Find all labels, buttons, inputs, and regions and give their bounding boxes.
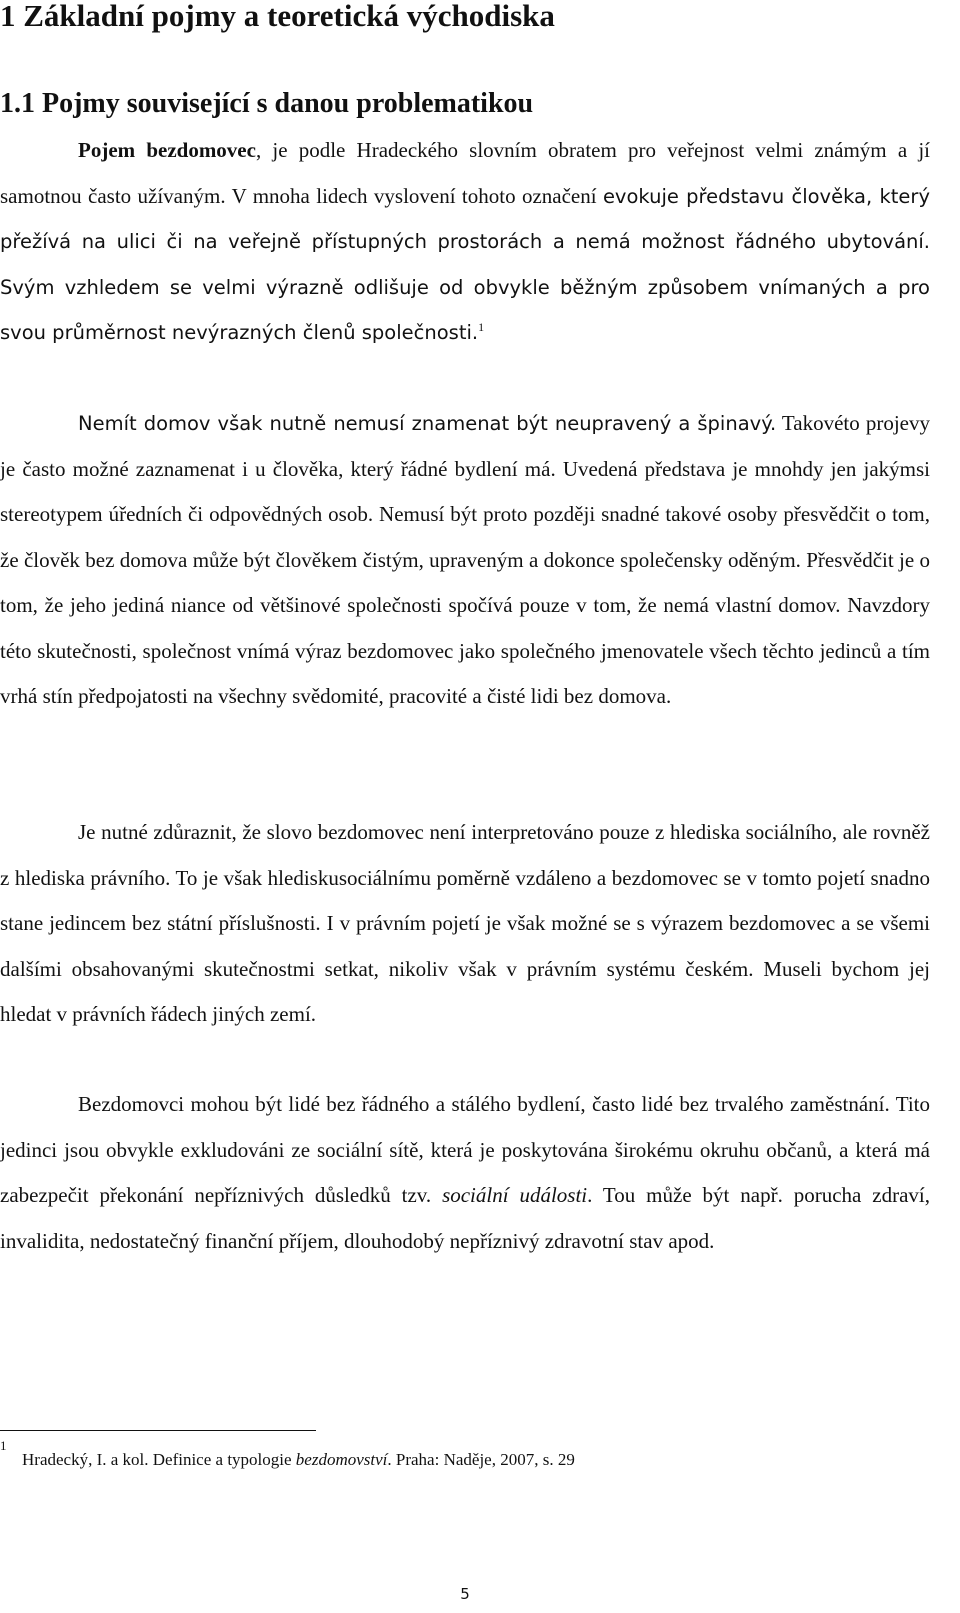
page-number: 5 bbox=[460, 1585, 470, 1603]
footnote-reference[interactable]: 1 bbox=[478, 320, 485, 334]
section-heading: 1.1 Pojmy související s danou problematikou bbox=[0, 88, 534, 119]
footnote-italic: bezdomovství bbox=[295, 1450, 388, 1469]
paragraph-2 bbox=[0, 401, 930, 720]
footnote-text-after: . Praha: Naděje, 2007, s. 29 bbox=[387, 1450, 575, 1469]
paragraph-1-part-2: evokuje představu člověka, který přežívá na ulici či na veřejně přístupných prostorách a nemá možnost řádného ubytování. Svým vzhledem se velmi výrazně odlišuje od obvykle běžným způsobem vnímaných a pro svou průměrnost nevýrazných členů společnosti. bbox=[0, 184, 930, 344]
paragraph-4 bbox=[0, 1082, 930, 1264]
term-bold: Pojem bezdomovec bbox=[78, 138, 256, 162]
chapter-heading: 1 Základní pojmy a teoretická východiska bbox=[0, 0, 555, 33]
footnote-mark: 1 bbox=[0, 1438, 7, 1453]
footnote-separator bbox=[0, 1430, 316, 1431]
paragraph-4-part-1: Bezdomovci mohou být lidé bez řádného a stálého bydlení, často lidé bez trvalého zaměstnání. Tito jedinci jsou obvykle exkludováni ze sociální sítě, která je poskytována širokému okruhu občanů, a která má zabezpečit překonání nepříznivých důsledků tzv. bbox=[0, 1092, 930, 1207]
paragraph-3: Je nutné zdůraznit, že slovo bezdomovec není interpretováno pouze z hlediska sociálního, ale rovněž z hlediska právního. To je však hlediskusociálnímu poměrně vzdáleno a bezdomovec se v tomto pojetí snadno stane jedincem bez státní příslušnosti. I v právním pojetí je však možné se s výrazem bezdomovec a se všemi dalšími obsahovanými skutečnostmi setkat, nikoliv však v právním systému českém. Museli bychom jej hledat v právních řádech jiných zemí. bbox=[0, 820, 930, 1026]
paragraph-1-part-1: , je podle Hradeckého slovním obratem pro veřejnost velmi známým a jí samotnou často užívaným. V mnoha lidech vyslovení tohoto označení bbox=[0, 138, 930, 208]
footnote-text bbox=[22, 1450, 575, 1470]
footnote-text-before: Hradecký, I. a kol. Definice a typologie bbox=[22, 1450, 296, 1469]
paragraph-1 bbox=[0, 128, 930, 356]
paragraph-2-part-2: Takovéto projevy je často možné zaznamenat i u člověka, který řádné bydlení má. Uvedená představa je mnohdy jen jakýmsi stereotypem úředních či odpovědných osob. Nemusí být proto později snadné takové osoby přesvědčit o tom, že člověk bez domova může být člověkem čistým, upraveným a dokonce společensky oděným. Přesvědčit je o tom, že jeho jediná niance od většinové společnosti spočívá pouze v tom, že nemá vlastní domov. Navzdory této skutečnosti, společnost vnímá výraz bezdomovec jako společného jmenovatele všech těchto jedinců a tím vrhá stín předpojatosti na všechny svědomité, pracovité a čisté lidi bez domova. bbox=[0, 411, 930, 708]
paragraph-4-part-2: . Tou může být např. porucha zdraví, invalidita, nedostatečný finanční příjem, dlouhodobý nepříznivý zdravotní stav apod. bbox=[0, 1183, 930, 1253]
paragraph-2-part-1: Nemít domov však nutně nemusí znamenat být neupravený a špinavý. bbox=[78, 412, 777, 435]
paragraph-4-italic: sociální události bbox=[442, 1183, 588, 1207]
